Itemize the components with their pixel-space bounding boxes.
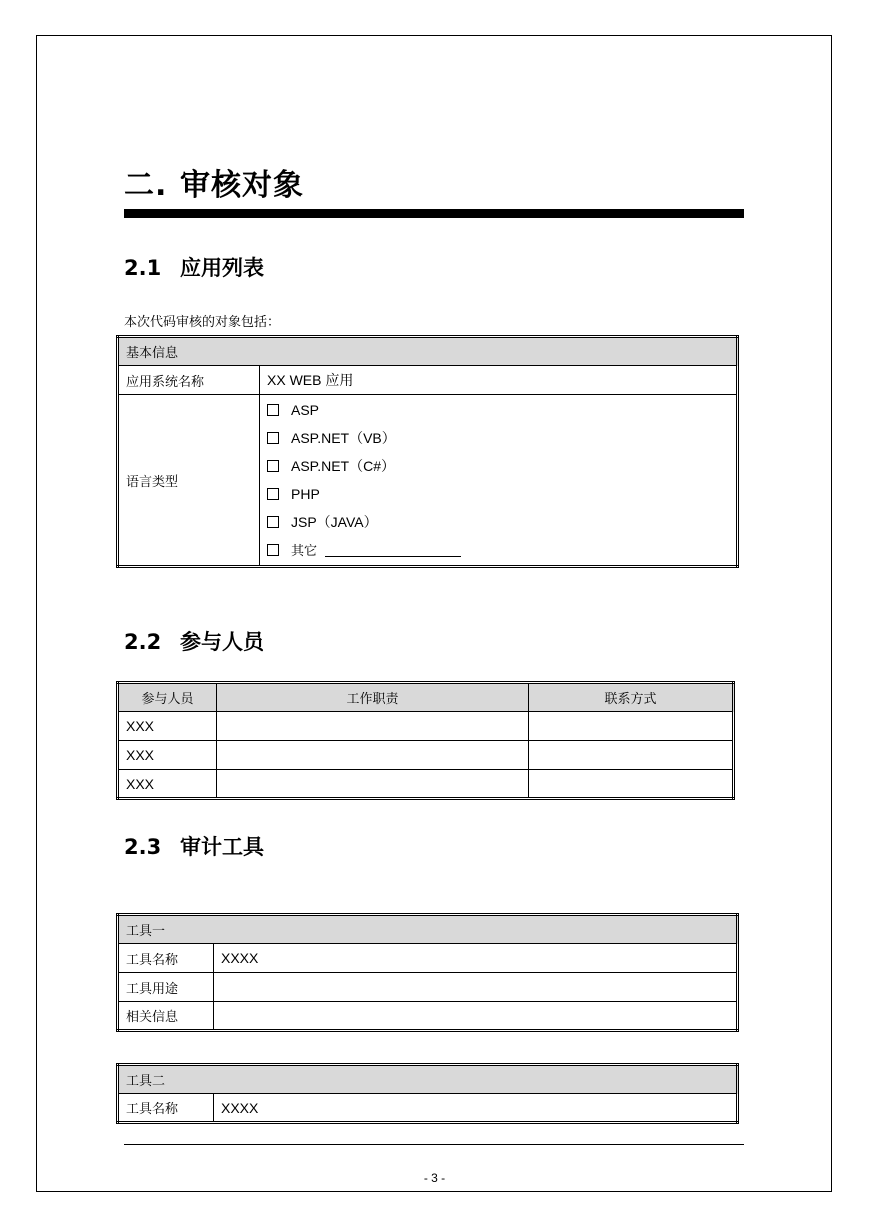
table-header: 工具一 (118, 915, 738, 944)
column-header: 联系方式 (529, 683, 734, 712)
table-row (118, 712, 734, 741)
section-number: 2.3 (124, 835, 162, 859)
tool-purpose-label: 工具用途 (118, 973, 214, 1002)
intro-paragraph: 本次代码审核的对象包括： (124, 315, 281, 330)
tool-purpose-value (214, 973, 738, 1002)
checkbox-icon[interactable] (267, 516, 279, 528)
checkbox-icon[interactable] (267, 432, 279, 444)
table-row (118, 770, 734, 799)
duty-cell (217, 712, 529, 741)
section-title: 审计工具 (180, 835, 264, 859)
participant-cell: XXX (118, 741, 217, 770)
column-header: 工作职责 (217, 683, 529, 712)
tool-name-label: 工具名称 (118, 1094, 214, 1123)
chapter-rule (124, 209, 744, 218)
option-jsp[interactable]: JSP（JAVA） (267, 508, 729, 536)
app-name-value: XX WEB 应用 (260, 366, 738, 395)
section-title: 参与人员 (180, 630, 264, 654)
tool-name-value: XXXX (214, 1094, 738, 1123)
chapter-title: 审核对象 (180, 168, 304, 203)
section-number: 2.2 (124, 630, 162, 654)
option-other[interactable]: 其它 (267, 536, 729, 564)
other-blank-line (325, 542, 461, 557)
app-list-table (116, 335, 739, 568)
language-type-label: 语言类型 (118, 395, 260, 567)
contact-cell (529, 741, 734, 770)
tool-name-label: 工具名称 (118, 944, 214, 973)
participant-cell: XXX (118, 712, 217, 741)
checkbox-icon[interactable] (267, 544, 279, 556)
checkbox-icon[interactable] (267, 488, 279, 500)
option-aspnet-cs[interactable]: ASP.NET（C#） (267, 452, 729, 480)
section-title: 应用列表 (180, 256, 264, 280)
app-name-label: 应用系统名称 (118, 366, 260, 395)
section-heading-2-3 (124, 831, 264, 861)
participant-cell: XXX (118, 770, 217, 799)
participants-table (116, 681, 735, 800)
option-aspnet-vb[interactable]: ASP.NET（VB） (267, 424, 729, 452)
chapter-number: 二. (124, 168, 168, 203)
duty-cell (217, 770, 529, 799)
option-asp[interactable]: ASP (267, 396, 729, 424)
checkbox-icon[interactable] (267, 460, 279, 472)
tool-name-value: XXXX (214, 944, 738, 973)
option-php[interactable]: PHP (267, 480, 729, 508)
duty-cell (217, 741, 529, 770)
contact-cell (529, 712, 734, 741)
section-number: 2.1 (124, 256, 162, 280)
footer-rule (124, 1144, 744, 1145)
section-heading-2-2 (124, 626, 264, 656)
tool-info-label: 相关信息 (118, 1002, 214, 1031)
page-number: - 3 - (423, 1171, 446, 1185)
table-header: 工具二 (118, 1065, 738, 1094)
table-header: 基本信息 (118, 337, 738, 366)
table-row (118, 741, 734, 770)
tool1-table (116, 913, 739, 1032)
tool2-table (116, 1063, 739, 1124)
checkbox-icon[interactable] (267, 404, 279, 416)
section-heading-2-1 (124, 252, 264, 282)
contact-cell (529, 770, 734, 799)
language-options (260, 395, 738, 567)
chapter-heading (124, 160, 304, 204)
column-header: 参与人员 (118, 683, 217, 712)
tool-info-value (214, 1002, 738, 1031)
